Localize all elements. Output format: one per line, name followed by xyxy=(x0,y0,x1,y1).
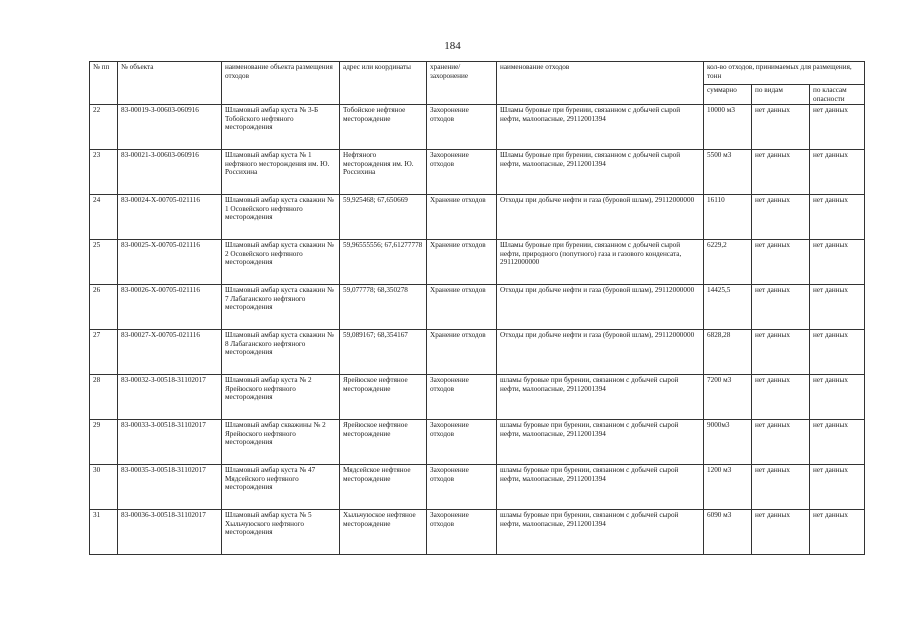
col-header-by-class: по классам опасности xyxy=(810,85,865,105)
col-header-address: адрес или координаты xyxy=(340,62,427,105)
cell-storage: Захоронение отходов xyxy=(427,420,497,465)
cell-by-type: нет данных xyxy=(752,375,810,420)
cell-by-type: нет данных xyxy=(752,195,810,240)
cell-object-no: 83-00024-Х-00705-021116 xyxy=(118,195,222,240)
table-row xyxy=(90,195,865,240)
page-number: 184 xyxy=(444,40,461,52)
col-header-no: № пп xyxy=(90,62,118,105)
cell-object-name: Шламовый амбар куста скважин № 8 Лабаганского нефтяного месторождения xyxy=(222,330,340,375)
table-row xyxy=(90,510,865,555)
cell-object-no: 83-00025-Х-00705-021116 xyxy=(118,240,222,285)
cell-storage: Захоронение отходов xyxy=(427,375,497,420)
cell-by-class: нет данных xyxy=(810,330,865,375)
cell-total: 5500 м3 xyxy=(704,150,752,195)
cell-by-class: нет данных xyxy=(810,195,865,240)
cell-by-class: нет данных xyxy=(810,510,865,555)
cell-by-type: нет данных xyxy=(752,285,810,330)
cell-object-name: Шламовый амбар куста скважин № 7 Лабаганского нефтяного месторождения xyxy=(222,285,340,330)
cell-total: 16110 xyxy=(704,195,752,240)
cell-object-no: 83-00019-З-00603-060916 xyxy=(118,105,222,150)
cell-waste-name: Шламы буровые при бурении, связанном с добычей сырой нефти, малоопасные, 29112001394 xyxy=(497,150,704,195)
cell-object-name: Шламовый амбар куста скважин № 1 Осовейского нефтяного месторождения xyxy=(222,195,340,240)
cell-waste-name: шламы буровые при бурении, связанном с добычей сырой нефти, малоопасные, 29112001394 xyxy=(497,510,704,555)
cell-by-type: нет данных xyxy=(752,510,810,555)
cell-storage: Захоронение отходов xyxy=(427,150,497,195)
cell-by-class: нет данных xyxy=(810,105,865,150)
cell-by-type: нет данных xyxy=(752,150,810,195)
cell-waste-name: шламы буровые при бурении, связанном с добычей сырой нефти, малоопасные, 29112001394 xyxy=(497,465,704,510)
col-header-storage: хранение/захоронение xyxy=(427,62,497,105)
cell-by-type: нет данных xyxy=(752,465,810,510)
cell-storage: Хранение отходов xyxy=(427,285,497,330)
cell-total: 6090 м3 xyxy=(704,510,752,555)
cell-object-name: Шламовый амбар куста № 47 Мядсейского нефтяного месторождения xyxy=(222,465,340,510)
cell-by-class: нет данных xyxy=(810,420,865,465)
table-row xyxy=(90,240,865,285)
table-row xyxy=(90,375,865,420)
cell-address: 59,925468; 67,650669 xyxy=(340,195,427,240)
cell-address: Ярейюское нефтяное месторождение xyxy=(340,420,427,465)
cell-object-name: Шламовый амбар куста № 3-Б Тобойского нефтяного месторождения xyxy=(222,105,340,150)
cell-storage: Хранение отходов xyxy=(427,240,497,285)
cell-object-no: 83-00036-З-00518-31102017 xyxy=(118,510,222,555)
cell-total: 1200 м3 xyxy=(704,465,752,510)
cell-by-type: нет данных xyxy=(752,420,810,465)
cell-object-no: 83-00035-З-00518-31102017 xyxy=(118,465,222,510)
cell-waste-name: Шламы буровые при бурении, связанном с добычей сырой нефти, природного (попутного) газа и газового конденсата, 29112000000 xyxy=(497,240,704,285)
cell-object-no: 83-00033-З-00518-31102017 xyxy=(118,420,222,465)
header-row xyxy=(90,62,865,85)
cell-storage: Захоронение отходов xyxy=(427,465,497,510)
cell-no: 30 xyxy=(90,465,118,510)
cell-waste-name: Отходы при добыче нефти и газа (буровой шлам), 29112000000 xyxy=(497,330,704,375)
cell-object-no: 83-00027-Х-00705-021116 xyxy=(118,330,222,375)
cell-no: 26 xyxy=(90,285,118,330)
table-row xyxy=(90,330,865,375)
col-header-waste-name: наименование отходов xyxy=(497,62,704,105)
cell-by-class: нет данных xyxy=(810,150,865,195)
cell-no: 23 xyxy=(90,150,118,195)
cell-storage: Хранение отходов xyxy=(427,330,497,375)
col-header-total: суммарно xyxy=(704,85,752,105)
table-row xyxy=(90,150,865,195)
cell-object-name: Шламовый амбар скважины № 2 Ярейюского нефтяного месторождения xyxy=(222,420,340,465)
cell-waste-name: Отходы при добыче нефти и газа (буровой шлам), 29112000000 xyxy=(497,285,704,330)
cell-by-class: нет данных xyxy=(810,285,865,330)
cell-address: Хыльчуюское нефтяное месторождение xyxy=(340,510,427,555)
cell-storage: Хранение отходов xyxy=(427,195,497,240)
cell-object-name: Шламовый амбар куста № 1 нефтяного месторождения им. Ю. Россихина xyxy=(222,150,340,195)
cell-by-class: нет данных xyxy=(810,240,865,285)
cell-address: Нефтяного месторождения им. Ю. Россихина xyxy=(340,150,427,195)
cell-total: 9000м3 xyxy=(704,420,752,465)
col-header-quantity-group: кол-во отходов, принимаемых для размещения, тонн xyxy=(704,62,865,85)
table-row xyxy=(90,285,865,330)
cell-total: 6229,2 xyxy=(704,240,752,285)
cell-object-no: 83-00021-З-00603-060916 xyxy=(118,150,222,195)
cell-object-no: 83-00032-З-00518-31102017 xyxy=(118,375,222,420)
waste-registry-table xyxy=(89,61,865,555)
cell-by-type: нет данных xyxy=(752,330,810,375)
cell-waste-name: шламы буровые при бурении, связанном с добычей сырой нефти, малоопасные, 29112001394 xyxy=(497,420,704,465)
cell-no: 28 xyxy=(90,375,118,420)
cell-by-type: нет данных xyxy=(752,240,810,285)
cell-address: Тобойское нефтяное месторождение xyxy=(340,105,427,150)
cell-object-name: Шламовый амбар куста № 5 Хыльчуюского нефтяного месторождения xyxy=(222,510,340,555)
cell-total: 7200 м3 xyxy=(704,375,752,420)
cell-waste-name: Отходы при добыче нефти и газа (буровой шлам), 29112000000 xyxy=(497,195,704,240)
col-header-object-no: № объекта xyxy=(118,62,222,105)
cell-total: 10000 м3 xyxy=(704,105,752,150)
cell-address: 59,077778; 68,350278 xyxy=(340,285,427,330)
cell-no: 24 xyxy=(90,195,118,240)
col-header-object-name: наименование объекта размещения отходов xyxy=(222,62,340,105)
cell-by-class: нет данных xyxy=(810,375,865,420)
cell-waste-name: Шламы буровые при бурении, связанном с добычей сырой нефти, малоопасные, 29112001394 xyxy=(497,105,704,150)
cell-storage: Захоронение отходов xyxy=(427,510,497,555)
cell-object-no: 83-00026-Х-00705-021116 xyxy=(118,285,222,330)
cell-total: 14425,5 xyxy=(704,285,752,330)
cell-waste-name: шламы буровые при бурении, связанном с добычей сырой нефти, малоопасные, 29112001394 xyxy=(497,375,704,420)
cell-by-class: нет данных xyxy=(810,465,865,510)
cell-by-type: нет данных xyxy=(752,105,810,150)
col-header-by-type: по видам xyxy=(752,85,810,105)
table-row xyxy=(90,465,865,510)
cell-object-name: Шламовый амбар куста скважин № 2 Осовейского нефтяного месторождения xyxy=(222,240,340,285)
cell-no: 31 xyxy=(90,510,118,555)
table-body xyxy=(90,105,865,555)
cell-storage: Захоронение отходов xyxy=(427,105,497,150)
cell-no: 27 xyxy=(90,330,118,375)
cell-address: 59,089167; 68,354167 xyxy=(340,330,427,375)
cell-object-name: Шламовый амбар куста № 2 Ярейюского нефтяного месторождения xyxy=(222,375,340,420)
table-row xyxy=(90,105,865,150)
cell-no: 22 xyxy=(90,105,118,150)
cell-total: 6828,28 xyxy=(704,330,752,375)
cell-no: 25 xyxy=(90,240,118,285)
cell-address: Ярейюское нефтяное месторождение xyxy=(340,375,427,420)
cell-address: Мядсейское нефтяное месторождение xyxy=(340,465,427,510)
table-row xyxy=(90,420,865,465)
cell-address: 59,96555556; 67,61277778 xyxy=(340,240,427,285)
cell-no: 29 xyxy=(90,420,118,465)
